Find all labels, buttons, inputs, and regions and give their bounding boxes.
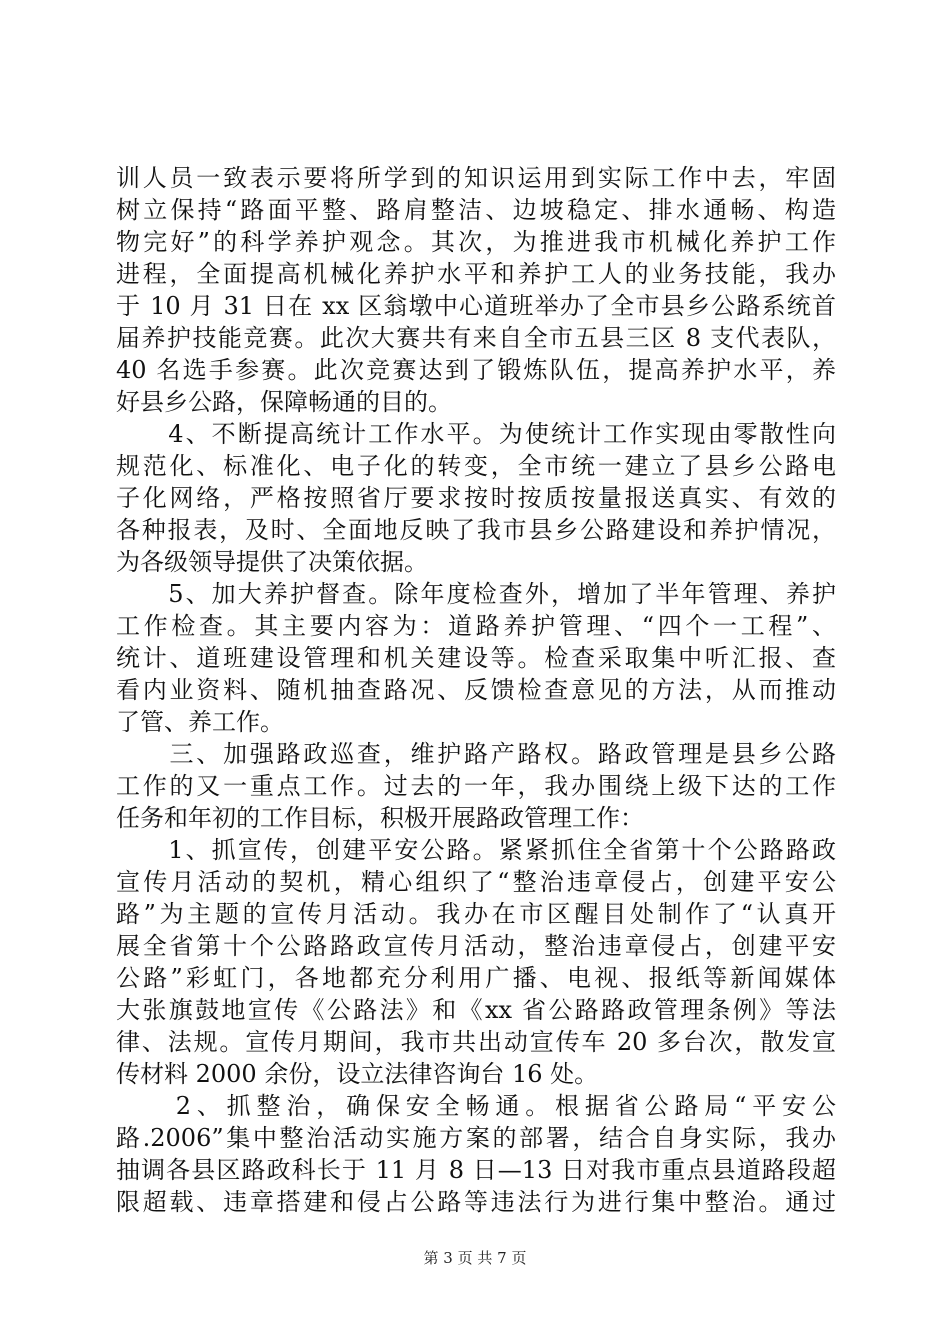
text-line: 抽调各县区路政科长于 11 月 8 日—13 日对我市重点县道路段超	[116, 1156, 836, 1184]
text-line: 为各级领导提供了决策依据。	[116, 548, 428, 576]
text-line: 各种报表，及时、全面地反映了我市县乡公路建设和养护情况，	[116, 516, 836, 544]
text-line: 4、不断提高统计工作水平。为使统计工作实现由零散性向	[116, 420, 836, 448]
text-line: 三、加强路政巡查，维护路产路权。路政管理是县乡公路	[116, 740, 836, 768]
text-line: 限超载、违章搭建和侵占公路等违法行为进行集中整治。通过	[116, 1188, 836, 1216]
text-line: 物完好”的科学养护观念。其次，为推进我市机械化养护工作	[116, 228, 836, 256]
text-line: 工作的又一重点工作。过去的一年，我办围绕上级下达的工作	[116, 772, 836, 800]
text-line: 路”为主题的宣传月活动。我办在市区醒目处制作了“认真开	[116, 900, 836, 928]
text-line: 5、加大养护督查。除年度检查外，增加了半年管理、养护	[116, 580, 836, 608]
text-line: 大张旗鼓地宣传《公路法》和《xx 省公路路政管理条例》等法	[116, 996, 836, 1024]
text-line: 进程，全面提高机械化养护水平和养护工人的业务技能，我办	[116, 260, 836, 288]
text-line: 1、抓宣传，创建平安公路。紧紧抓住全省第十个公路路政	[116, 836, 836, 864]
text-line: 树立保持“路面平整、路肩整洁、边坡稳定、排水通畅、构造	[116, 196, 836, 224]
text-line: 好县乡公路，保障畅通的目的。	[116, 388, 452, 416]
text-line: 了管、养工作。	[116, 708, 284, 736]
text-line: 届养护技能竞赛。此次大赛共有来自全市五县三区 8 支代表队，	[116, 324, 836, 352]
text-line: 任务和年初的工作目标，积极开展路政管理工作：	[116, 804, 644, 832]
text-line: 看内业资料、随机抽查路况、反馈检查意见的方法，从而推动	[116, 676, 836, 704]
text-line: 公路”彩虹门，各地都充分利用广播、电视、报纸等新闻媒体	[116, 964, 836, 992]
text-line: 规范化、标准化、电子化的转变，全市统一建立了县乡公路电	[116, 452, 836, 480]
text-line: 路.2006”集中整治活动实施方案的部署，结合自身实际，我办	[116, 1124, 836, 1152]
text-line: 律、法规。宣传月期间，我市共出动宣传车 20 多台次，散发宣	[116, 1028, 836, 1056]
text-line: 展全省第十个公路路政宣传月活动，整治违章侵占，创建平安	[116, 932, 836, 960]
page-number-footer: 第 3 页 共 7 页	[423, 1249, 527, 1267]
text-line: 子化网络，严格按照省厅要求按时按质按量报送真实、有效的	[116, 484, 836, 512]
text-line: 传材料 2000 余份，设立法律咨询台 16 处。	[116, 1060, 599, 1088]
body-text	[116, 162, 836, 1218]
text-line: 工作检查。其主要内容为：道路养护管理、“四个一工程”、	[116, 612, 836, 640]
text-line: 统计、道班建设管理和机关建设等。检查采取集中听汇报、查	[116, 644, 836, 672]
text-line: 训人员一致表示要将所学到的知识运用到实际工作中去，牢固	[116, 164, 836, 192]
text-line: 于 10 月 31 日在 xx 区翁墩中心道班举办了全市县乡公路系统首	[116, 292, 836, 320]
text-line: 40 名选手参赛。此次竞赛达到了锻炼队伍，提高养护水平，养	[116, 356, 836, 384]
text-line: 宣传月活动的契机，精心组织了“整治违章侵占，创建平安公	[116, 868, 836, 896]
text-line: 2、抓整治，确保安全畅通。根据省公路局“平安公	[116, 1092, 836, 1120]
